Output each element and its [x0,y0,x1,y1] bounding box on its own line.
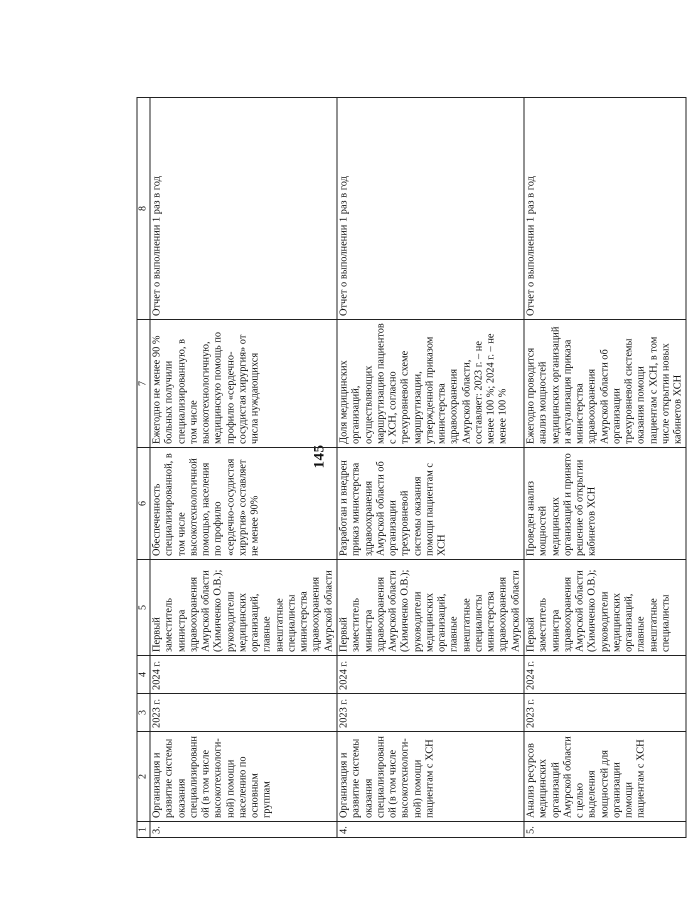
start-date-cell: 2023 г. [524,694,686,732]
table-row [524,98,686,838]
start-date-cell: 2023 г. [150,694,337,732]
responsible-cell: Первый заместитель министра здравоохранения Амурской области (Химиченко О.В.); руководители медицинских организаций, главные внештатные специалисты [524,560,686,656]
header-cell: 1 [137,822,150,838]
control-cell: Отчет о выполнении 1 раз в год [524,98,686,320]
header-cell: 6 [137,448,150,560]
header-cell: 5 [137,560,150,656]
activity-cell: Организация и развитие системы оказания специализированной (в том числе высокотехнологи-ной) помощи населению по основным группам [150,732,337,822]
control-cell: Отчет о выполнении 1 раз в год [150,98,337,320]
result-cell: Разработан и внедрен приказ министерства здравоохранения Амурской области об организации трехуровневой системы оказания помощи пациентам с ХСН [337,448,524,560]
indicator-cell: Ежегодно не менее 90 % больных получили специализированную, в том числе высокотехнологичную, медицинскую помощь по профилю «сердечно-сосудистая хирургия» от числа нуждающихся [150,320,337,448]
end-date-cell: 2024 г. [337,656,524,694]
responsible-cell: Первый заместитель министра здравоохранения Амурской области (Химиченко О.В.); руководители медицинских организаций, главные внештатные специалисты министерства здравоохранения Амурской области [150,560,337,656]
activity-cell: Анализ ресурсов медицинских организаций Амурской области с целью выделения мощностей для организации помощи пациентам с ХСН [524,732,686,822]
indicator-cell: Доля медицинских организаций, осуществляющих маршрутизацию пациентов с ХСН, согласно трехуровневой схеме маршрутизации, утвержденной приказом министерства здравоохранения Амурской области, составляет: 2023 г. – не менее 100 %; 2024 г. – не менее 100 % [337,320,524,448]
end-date-cell: 2024 г. [524,656,686,694]
row-number: 3. [150,822,337,838]
header-cell: 4 [137,656,150,694]
row-number: 4. [337,822,524,838]
header-cell: 8 [137,98,150,320]
header-cell: 2 [137,732,150,822]
page-number: 145 [311,444,328,469]
result-cell: Проведен анализ мощностей медицинских организаций и принято решение об открытии кабинетов ХСН [524,448,686,560]
responsible-cell: Первый заместитель министра здравоохранения Амурской области (Химиченко О.В.); руководители медицинских организаций, главные внештатные специалисты министерства здравоохранения Амурской области [337,560,524,656]
end-date-cell: 2024 г. [150,656,337,694]
table-row [337,98,524,838]
indicator-cell: Ежегодно проводится анализ мощностей медицинских организаций и актуализация приказа министерства здравоохранения Амурской области об организации трехуровневой системы оказания помощи пациентам с ХСН, в том числе открытии новых кабинетов ХСН [524,320,686,448]
activity-cell: Организация и развитие системы оказания специализированной (в том числе высокотехнологи-ной) помощи пациентам с ХСН [337,732,524,822]
table-row [150,98,337,838]
activity-plan-table [137,97,687,838]
header-cell: 3 [137,694,150,732]
result-cell: Обеспеченность специализированной, в том числе высокотехнологичной помощью, населения по профилю «сердечно-сосудистая хирургия» составляет не менее 90% [150,448,337,560]
control-cell: Отчет о выполнении 1 раз в год [337,98,524,320]
header-cell: 7 [137,320,150,448]
row-number: 5. [524,822,686,838]
start-date-cell: 2023 г. [337,694,524,732]
rotated-table-container [137,98,684,838]
table-header-row [137,98,150,838]
